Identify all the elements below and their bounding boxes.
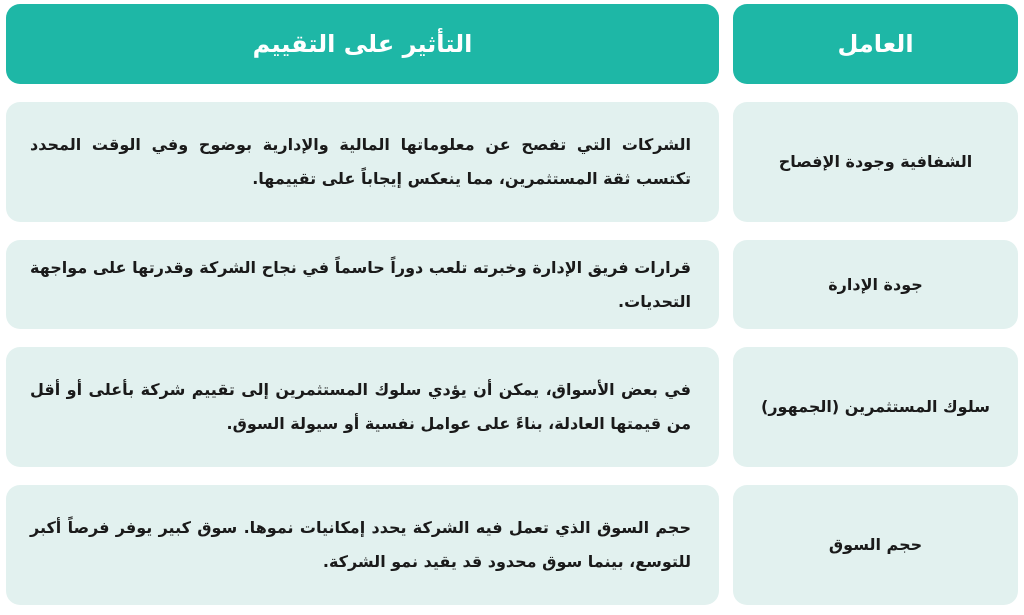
- valuation-factors-table: [6, 4, 1018, 605]
- table-row: [6, 102, 1018, 222]
- impact-text: قرارات فريق الإدارة وخبرته تلعب دوراً حاسماً في نجاح الشركة وقدرتها على مواجهة التحديات.: [30, 257, 691, 311]
- header-factor-cell: [733, 4, 1018, 84]
- impact-cell: [6, 485, 719, 605]
- table-header-row: [6, 4, 1018, 84]
- table-row: [6, 240, 1018, 329]
- header-impact-label: التأثير على التقييم: [252, 30, 473, 58]
- impact-text: في بعض الأسواق، يمكن أن يؤدي سلوك المستثمرين إلى تقييم شركة بأعلى أو أقل من قيمتها العادلة، بناءً على عوامل نفسية أو سيولة السوق.: [30, 380, 691, 433]
- impact-cell: [6, 102, 719, 222]
- factor-cell: [733, 102, 1018, 222]
- header-impact-cell: [6, 4, 719, 84]
- impact-cell: [6, 240, 719, 329]
- factor-cell: [733, 485, 1018, 605]
- table-row: [6, 485, 1018, 605]
- factor-cell: [733, 347, 1018, 467]
- impact-text: حجم السوق الذي تعمل فيه الشركة يحدد إمكانيات نموها. سوق كبير يوفر فرصاً أكبر للتوسع، بينما سوق محدود قد يقيد نمو الشركة.: [30, 518, 691, 571]
- table-row: [6, 347, 1018, 467]
- factor-label: حجم السوق: [828, 535, 923, 554]
- factor-cell: [733, 240, 1018, 329]
- header-factor-label: العامل: [837, 30, 914, 58]
- factor-label: جودة الإدارة: [828, 274, 923, 294]
- factor-label: الشفافية وجودة الإفصاح: [778, 152, 973, 171]
- impact-text: الشركات التي تفصح عن معلوماتها المالية والإدارية بوضوح وفي الوقت المحدد تكتسب ثقة المستثمرين، مما ينعكس إيجاباً على تقييمها.: [30, 135, 691, 188]
- impact-cell: [6, 347, 719, 467]
- factor-label: سلوك المستثمرين (الجمهور): [761, 397, 990, 416]
